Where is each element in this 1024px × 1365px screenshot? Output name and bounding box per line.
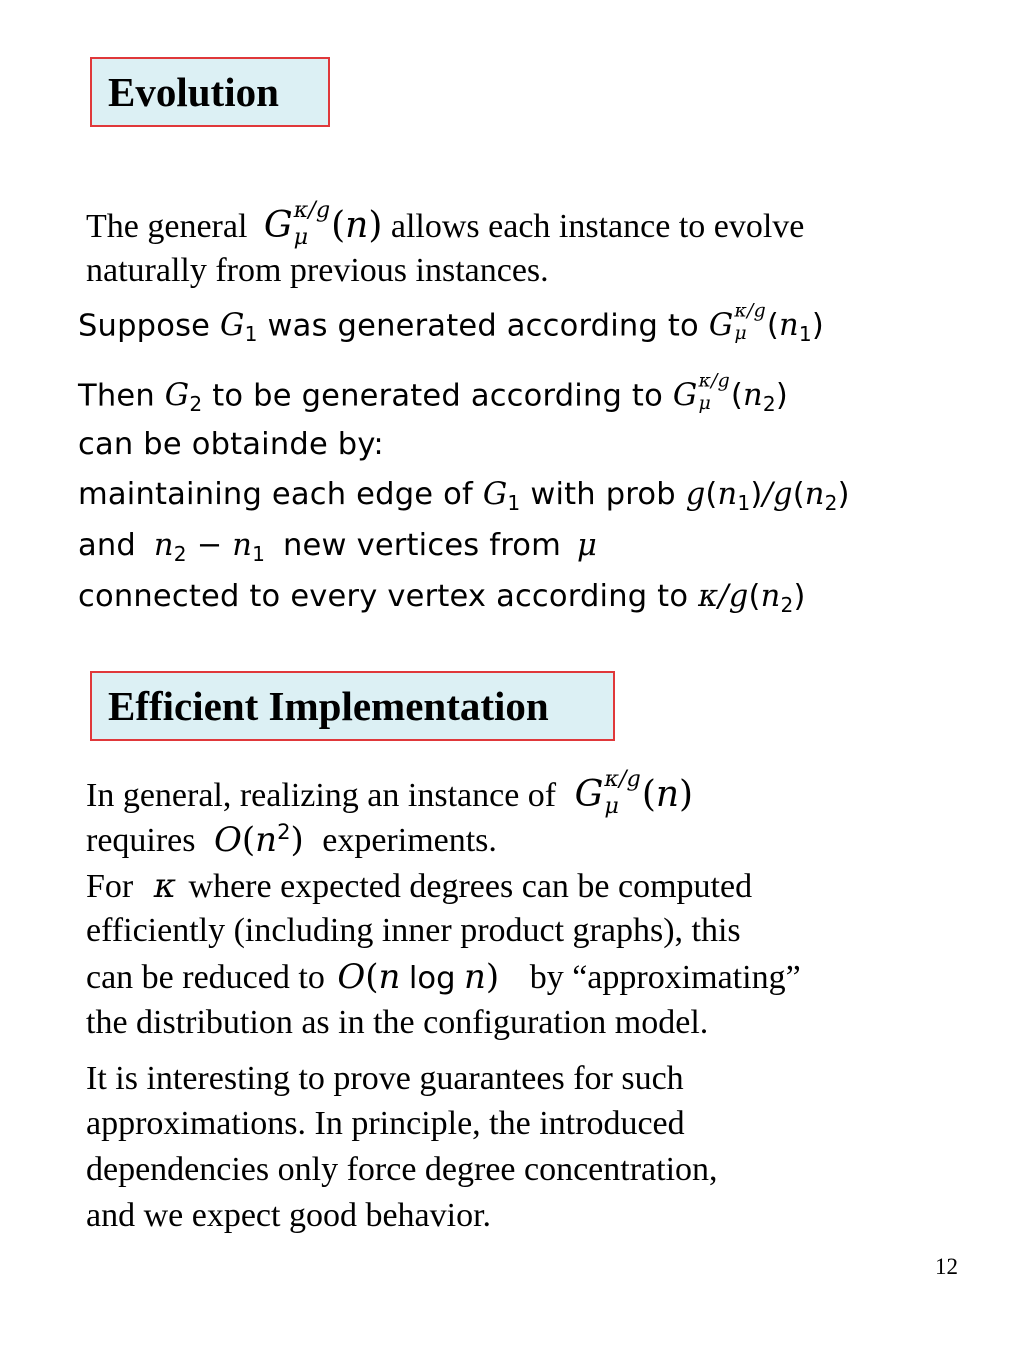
maintain-prefix: maintaining each edge of <box>78 477 473 512</box>
impl-p1-line3 <box>86 863 752 910</box>
and-prefix: and <box>78 528 136 563</box>
impl-p2-line3: dependencies only force degree concentration, <box>86 1151 718 1188</box>
formula-o-n-squared: $O(n^2)$ <box>214 819 304 860</box>
impl-p1-line3-prefix: For <box>86 868 134 905</box>
evolution-intro-line1 <box>86 196 805 250</box>
impl-p1-line1 <box>86 765 694 819</box>
and-suffix: new vertices from <box>283 528 562 563</box>
impl-p1-line2-prefix: requires <box>86 822 196 859</box>
impl-p1-line5-suffix: by “approximating” <box>529 959 801 996</box>
evolution-heading <box>90 57 330 127</box>
intro-suffix: allows each instance to evolve <box>390 208 805 245</box>
impl-p2-line2: approximations. In principle, the introduced <box>86 1105 685 1142</box>
evolution-heading-text: Evolution <box>108 68 279 115</box>
then-line <box>78 369 788 417</box>
maintain-mid: with prob <box>530 477 676 512</box>
impl-p1-line4: efficiently (including inner product graphs), this <box>86 912 741 949</box>
formula-prob-ratio: g(n1)/g(n2) <box>685 477 850 516</box>
efficient-implementation-heading-text: Efficient Implementation <box>108 682 549 729</box>
impl-p1-line3-suffix: where expected degrees can be computed <box>188 868 753 905</box>
formula-g1-b: G1 <box>482 477 521 516</box>
formula-kappa: κ <box>153 866 177 906</box>
then-prefix: Then <box>78 378 155 414</box>
formula-g1: G1 <box>220 308 258 347</box>
impl-p1-line2 <box>86 817 497 867</box>
connected-prefix: connected to every vertex according to <box>78 579 689 614</box>
formula-kappa-over-g-n2: κ/g(n2) <box>698 579 806 618</box>
then-mid: to be generated according to <box>212 378 663 414</box>
formula-g2: G2 <box>164 378 203 417</box>
impl-p1-line1-prefix: In general, realizing an instance of <box>86 777 557 814</box>
formula-g-mu-kappa-n-b: G κ/g μ (n) <box>574 765 694 819</box>
page-number: 12 <box>935 1254 958 1279</box>
suppose-line <box>78 299 824 347</box>
impl-p1-line5 <box>86 954 801 1002</box>
impl-p1-line2-suffix: experiments. <box>322 822 497 859</box>
evolution-intro-line2: naturally from previous instances. <box>86 252 549 289</box>
formula-mu: μ <box>576 528 597 563</box>
formula-o-n-log-n: O(n log n) <box>337 957 500 997</box>
efficient-implementation-heading <box>90 671 615 741</box>
intro-prefix: The general <box>86 208 248 245</box>
obtain-line: can be obtainde by: <box>78 427 384 462</box>
formula-g-mu-kappa-n: G κ/g μ (n) <box>263 196 383 250</box>
maintain-line <box>78 477 850 516</box>
impl-p2-line1: It is interesting to prove guarantees for such <box>86 1060 684 1097</box>
connected-line <box>78 579 806 618</box>
suppose-prefix: Suppose <box>78 308 211 344</box>
and-line <box>78 528 597 567</box>
formula-g-mu-kappa-n1: G κ/g μ (n1) <box>708 299 824 347</box>
impl-p1-line5-prefix: can be reduced to <box>86 959 325 996</box>
impl-p1-line6: the distribution as in the configuration model. <box>86 1004 709 1041</box>
impl-p2-line4: and we expect good behavior. <box>86 1197 492 1234</box>
suppose-mid: was generated according to <box>267 308 699 344</box>
formula-g-mu-kappa-n2: G κ/g μ (n2) <box>672 369 788 417</box>
formula-n2-minus-n1: n2 − n1 <box>153 528 266 567</box>
